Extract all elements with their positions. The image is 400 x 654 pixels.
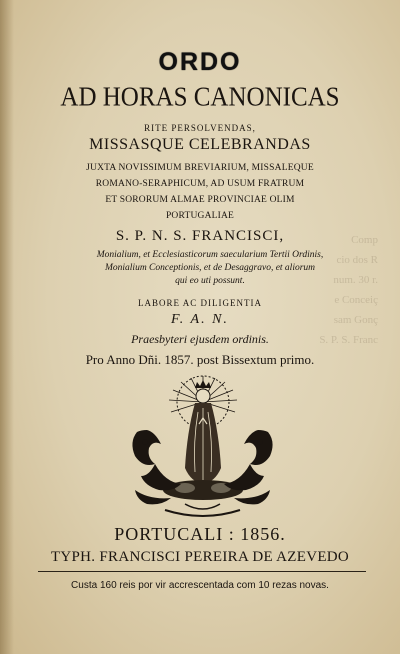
spns-line: S. P. N. S. FRANCISCI, xyxy=(115,228,285,244)
price-note: Custa 160 reis por vir accrescentada com 10 rezas novas. xyxy=(71,580,329,591)
portugaliae-line: PORTUGALIAE xyxy=(165,211,235,221)
italic-line-1: Monialium, et Ecclesiasticorum saecularium Tertii Ordinis, xyxy=(96,250,324,260)
sorores-line: ET SORORUM ALMAE PROVINCIAE OLIM xyxy=(105,195,295,205)
bleed-line: num. 30 r. xyxy=(333,274,378,286)
page-title: ORDO xyxy=(158,48,242,76)
italic-line-2: Monialium Conceptionis, et de Desaggravo, et aliorum xyxy=(104,263,316,273)
bleed-line: cio dos R xyxy=(336,254,378,266)
printer-line: TYPH. FRANCISCI PEREIRA DE AZEVEDO xyxy=(50,549,350,565)
imprint-place-year: PORTUCALI : 1856. xyxy=(114,524,286,544)
italic-line-3: qui eo uti possunt. xyxy=(175,276,245,286)
missas-line: MISSASQUE CELEBRANDAS xyxy=(89,136,311,153)
praesbyteri-line: Praesbyteri ejusdem ordinis. xyxy=(131,332,269,346)
bleed-line: e Conceiç xyxy=(334,294,378,306)
divider xyxy=(38,571,366,572)
bleed-line: Comp xyxy=(351,234,378,246)
juxta-line: JUXTA NOVISSIMUM BREVIARIUM, MISSALEQUE xyxy=(86,163,314,173)
year-line: Pro Anno Dñi. 1857. post Bissextum primo. xyxy=(85,352,315,367)
bleed-line: sam Gonç xyxy=(333,314,378,326)
labore-line: LABORE AC DILIGENTIA xyxy=(138,298,262,308)
romano-line: ROMANO-SERAPHICUM, AD USUM FRATRUM xyxy=(95,179,305,189)
subtitle: AD HORAS CANONICAS xyxy=(60,82,340,113)
rite-line: RITE PERSOLVENDAS, xyxy=(144,123,256,133)
bleed-line: S. P. S. Franc xyxy=(319,334,378,346)
author-initials: F. A. N. xyxy=(171,312,229,327)
madonna-vignette-icon xyxy=(125,372,280,522)
